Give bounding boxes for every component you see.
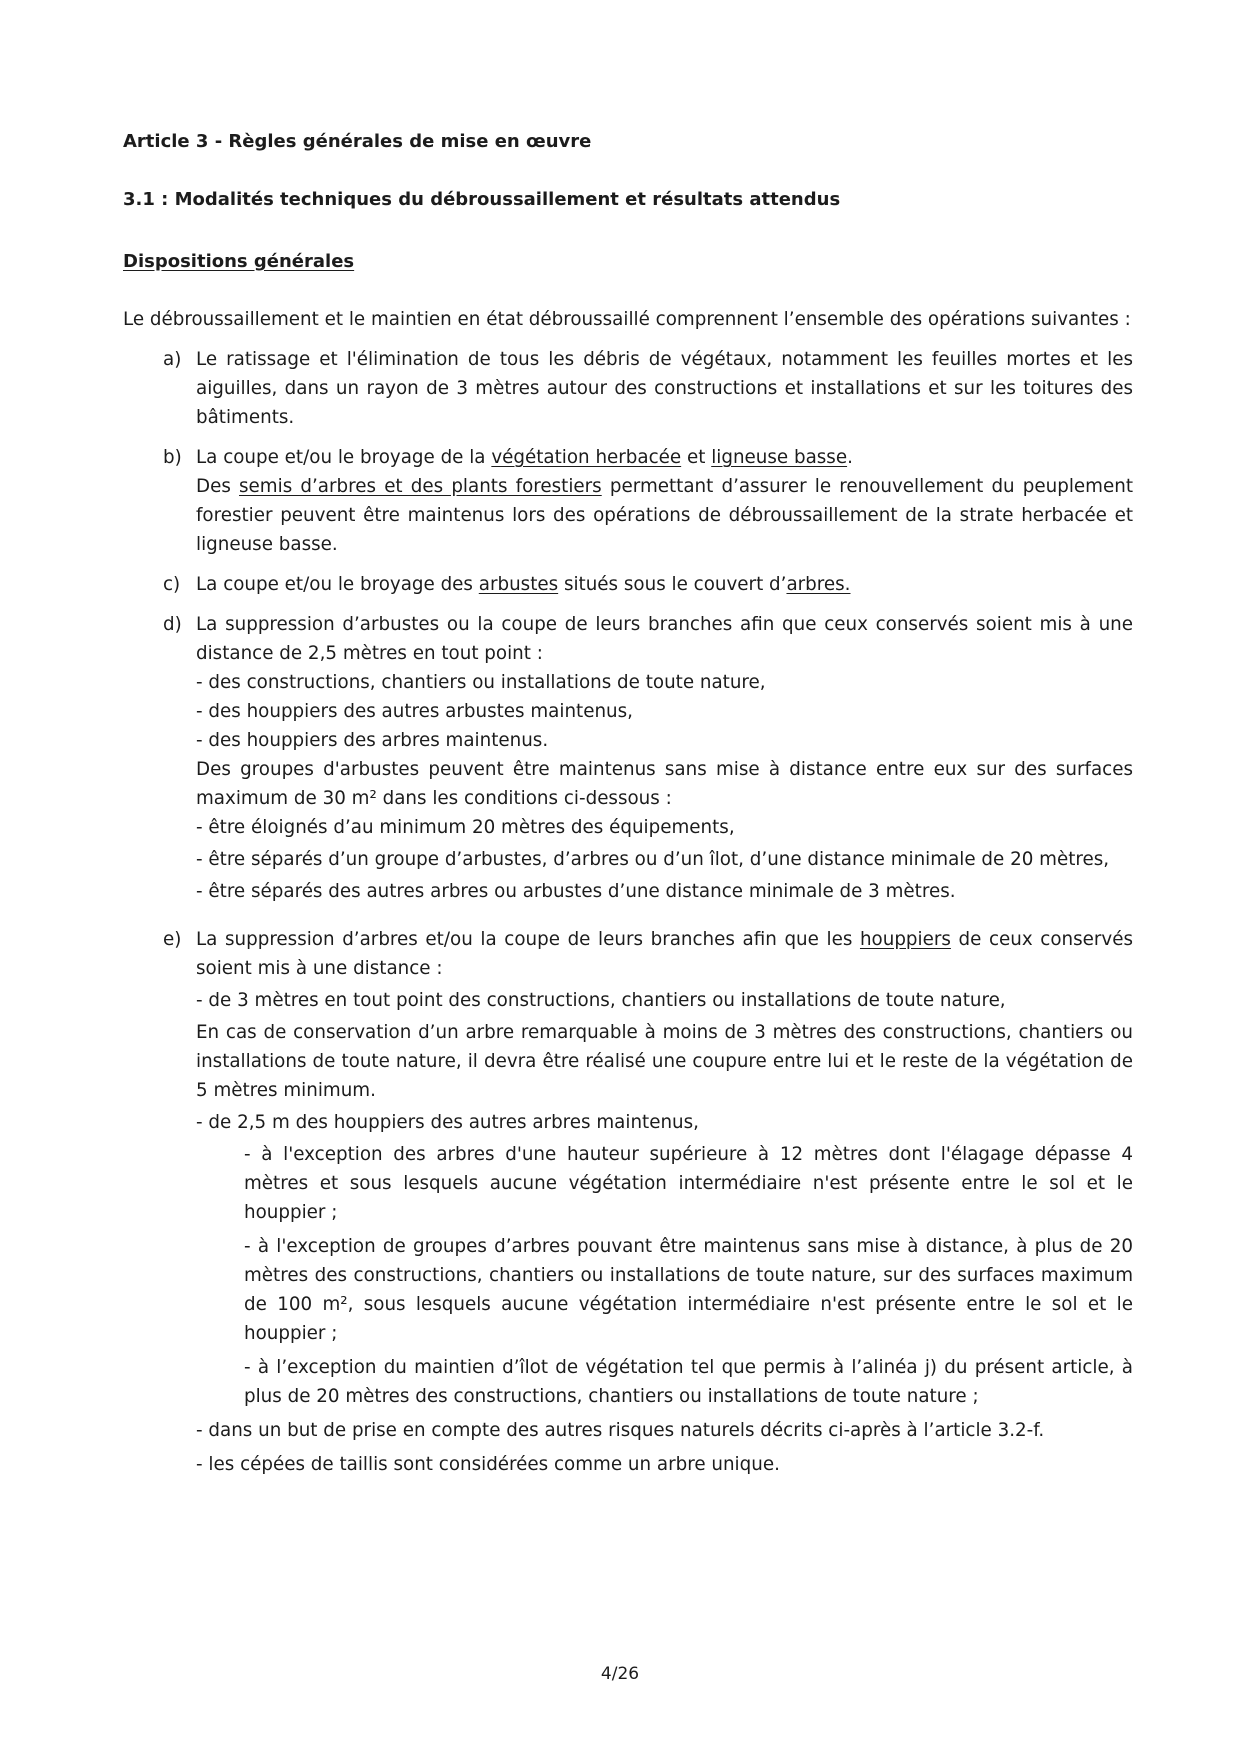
item-label: a) — [163, 349, 182, 370]
text: permettant d’assurer le renouvellement du peuplement forestier peuvent être maintenus lors des opérations de débroussaillement de la strate herbacée et ligneuse basse. — [196, 476, 1133, 555]
text: Des — [196, 476, 240, 497]
text: . — [847, 447, 853, 468]
underlined-term: semis d’arbres et des plants forestiers — [239, 476, 602, 497]
list-item-d — [123, 610, 1133, 906]
bullet: - des constructions, chantiers ou installations de toute nature, — [196, 672, 766, 693]
underlined-term: houppiers — [859, 929, 951, 950]
condition: - être éloignés d’au minimum 20 mètres des équipements, — [196, 817, 735, 838]
exception: - à l’exception du maintien d’îlot de végétation tel que permis à l’alinéa j) du présent article, à plus de 20 mètres des constructions, chantiers ou installations de toute nature ; — [244, 1357, 1133, 1407]
text: La suppression d’arbres et/ou la coupe de leurs branches afin que les — [196, 929, 860, 950]
bullet: - de 2,5 m des houppiers des autres arbres maintenus, — [196, 1112, 699, 1133]
section-title: 3.1 : Modalités techniques du débroussaillement et résultats attendus — [123, 189, 841, 210]
item-paragraph — [196, 472, 1133, 559]
list-item-e — [123, 925, 1133, 1479]
intro-paragraph: Le débroussaillement et le maintien en état débroussaillé comprennent l’ensemble des opérations suivantes : — [123, 309, 1131, 330]
list-item-c — [123, 570, 1133, 599]
underlined-term: végétation herbacée — [491, 447, 682, 468]
list-item-a — [123, 345, 1133, 432]
text: et — [681, 447, 712, 468]
exception: - à l'exception des arbres d'une hauteur supérieure à 12 mètres dont l'élagage dépasse 4 mètres et sous lesquels aucune végétation intermédiaire n'est présente entre le sol et le houppier ; — [244, 1144, 1133, 1223]
list-item-b — [123, 443, 1133, 559]
subsection-title: Dispositions générales — [123, 251, 355, 272]
item-label: b) — [163, 447, 182, 468]
document-body — [123, 305, 1133, 1479]
condition: - être séparés d’un groupe d’arbustes, d’arbres ou d’un îlot, d’une distance minimale de 20 mètres, — [196, 849, 1110, 870]
item-text: La suppression d’arbustes ou la coupe de leurs branches afin que ceux conservés soient mis à une distance de 2,5 mètres en tout point : — [196, 614, 1133, 664]
text: de ceux conservés soient mis à une distance : — [196, 929, 1133, 979]
underlined-term: ligneuse basse — [711, 447, 848, 468]
bullet: - dans un but de prise en compte des autres risques naturels décrits ci-après à l’article 3.2-f. — [196, 1420, 1045, 1441]
page-number: 4/26 — [600, 1664, 640, 1684]
item-label: d) — [163, 614, 182, 635]
underlined-term: arbres. — [786, 574, 851, 595]
item-paragraph: Des groupes d'arbustes peuvent être maintenus sans mise à distance entre eux sur des surfaces maximum de 30 m² dans les conditions ci-dessous : — [196, 759, 1133, 809]
item-text — [196, 570, 1133, 599]
item-label: e) — [163, 929, 182, 950]
exception: - à l'exception de groupes d’arbres pouvant être maintenus sans mise à distance, à plus de 20 mètres des constructions, chantiers ou installations de toute nature, sur des surfaces maximum de 100 m², sous lesquels aucune végétation intermédiaire n'est présente entre le sol et le houppier ; — [244, 1236, 1133, 1344]
bullet: - des houppiers des autres arbustes maintenus, — [196, 701, 633, 722]
item-text — [196, 443, 1133, 472]
text: situés sous le couvert d’ — [558, 574, 787, 595]
item-text: Le ratissage et l'élimination de tous les débris de végétaux, notamment les feuilles mortes et les aiguilles, dans un rayon de 3 mètres autour des constructions et installations et sur les toitures des bâtiments. — [196, 349, 1133, 428]
bullet: - de 3 mètres en tout point des constructions, chantiers ou installations de toute nature, — [196, 990, 1006, 1011]
item-paragraph: En cas de conservation d’un arbre remarquable à moins de 3 mètres des constructions, chantiers ou installations de toute nature, il devra être réalisé une coupure entre lui et le reste de la végétation de 5 mètres minimum. — [196, 1022, 1133, 1101]
article-title: Article 3 - Règles générales de mise en œuvre — [123, 131, 592, 152]
text: La coupe et/ou le broyage de la — [196, 447, 492, 468]
condition: - être séparés des autres arbres ou arbustes d’une distance minimale de 3 mètres. — [196, 881, 956, 902]
text: La coupe et/ou le broyage des — [196, 574, 479, 595]
item-text — [196, 925, 1133, 983]
item-label: c) — [163, 574, 181, 595]
bullet: - des houppiers des arbres maintenus. — [196, 730, 549, 751]
underlined-term: arbustes — [478, 574, 559, 595]
bullet: - les cépées de taillis sont considérées comme un arbre unique. — [196, 1454, 780, 1475]
